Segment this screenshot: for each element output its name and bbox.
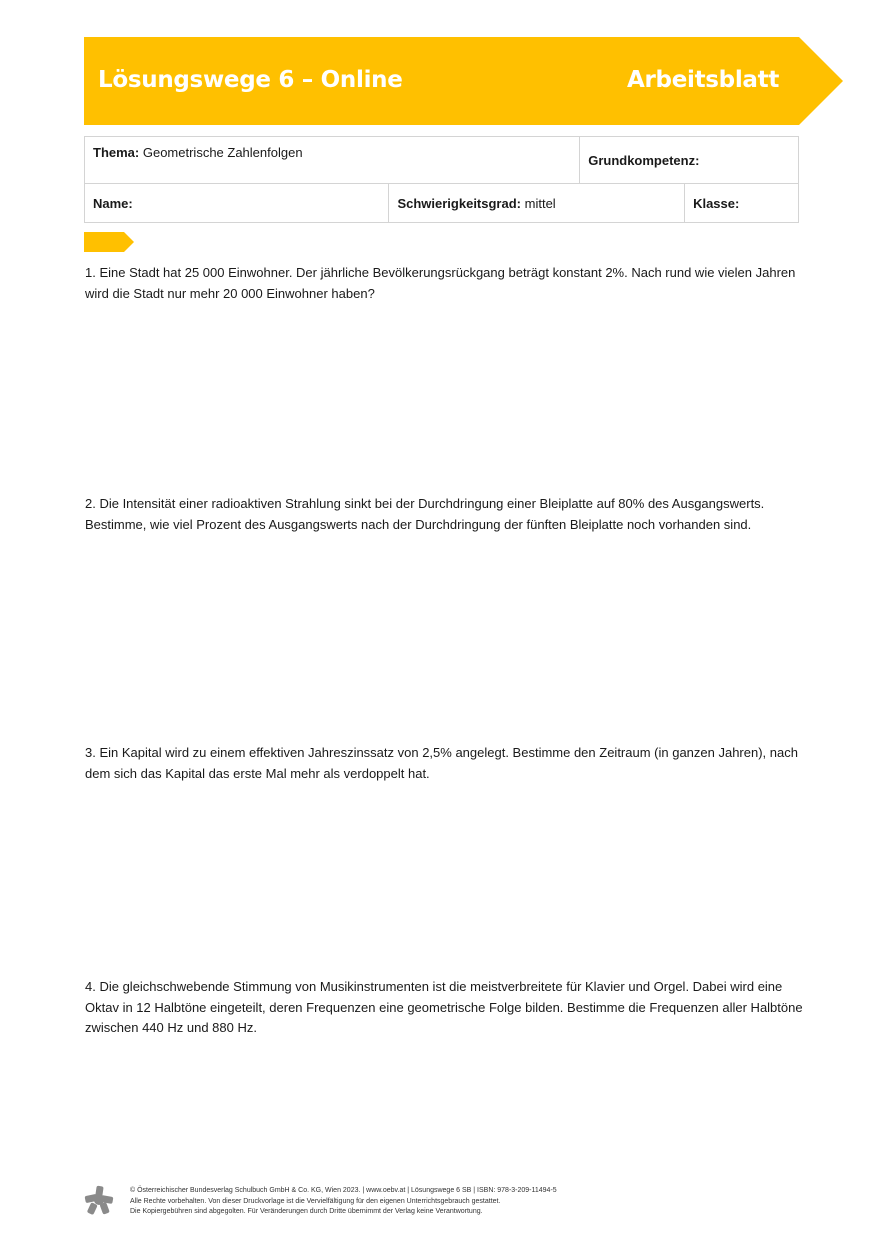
task-4 <box>85 977 805 1039</box>
task-2 <box>85 494 805 535</box>
task-3-line-1: 3. Ein Kapital wird zu einem effektiven Jahreszinssatz von 2,5% angelegt. Bestimme den Zeitraum (in ganzen Jahren), nach <box>85 745 798 760</box>
name-cell <box>85 184 389 223</box>
footer-copyright <box>130 1186 830 1218</box>
grundkompetenz-cell <box>580 137 799 184</box>
task-1-line-1: 1. Eine Stadt hat 25 000 Einwohner. Der jährliche Bevölkerungsrückgang beträgt konstant 2%. Nach rund wie vielen Jahren <box>85 265 796 280</box>
footer-line-2: Alle Rechte vorbehalten. Von dieser Druckvorlage ist die Vervielfältigung für den eigenen Unterrichtsgebrauch gestattet. <box>130 1197 501 1205</box>
task-2-line-2: Bestimme, wie viel Prozent des Ausgangswerts nach der Durchdringung der fünften Bleiplatte noch vorhanden sind. <box>85 516 752 532</box>
info-row-name <box>85 184 799 223</box>
schwierigkeit-cell <box>389 184 685 223</box>
schwierigkeit-label: Schwierigkeitsgrad: <box>397 195 521 211</box>
header-banner <box>84 37 844 125</box>
thema-value: Geometrische Zahlenfolgen <box>142 145 303 160</box>
task-3 <box>85 743 805 784</box>
name-label: Name: <box>93 195 133 211</box>
schwierigkeit-value: mittel <box>524 195 556 211</box>
task-2-line-1: 2. Die Intensität einer radioaktiven Strahlung sinkt bei der Durchdringung einer Bleiplatte auf 80% des Ausgangswerts. <box>85 496 765 511</box>
task-1 <box>85 263 805 304</box>
section-arrow-tag <box>84 232 136 257</box>
thema-cell <box>85 137 580 184</box>
info-row-thema <box>85 137 799 184</box>
oebv-logo-icon <box>84 1185 114 1220</box>
task-3-line-2: dem sich das Kapital das erste Mal mehr als verdoppelt hat. <box>85 765 430 781</box>
footer-line-1: © Österreichischer Bundesverlag Schulbuch GmbH & Co. KG, Wien 2023. | www.oebv.at | Lösungswege 6 SB | ISBN: 978-3-209-11494-5 <box>130 1187 557 1194</box>
klasse-label: Klasse: <box>693 195 740 211</box>
thema-label: Thema: <box>93 145 140 160</box>
grundkompetenz-label: Grundkompetenz: <box>588 152 700 168</box>
task-4-line-3: zwischen 440 Hz und 880 Hz. <box>85 1020 257 1035</box>
task-4-line-2: Oktav in 12 Halbtöne eingeteilt, deren Frequenzen eine geometrische Folge bilden. Bestimme die Frequenzen aller Halbtöne <box>85 999 803 1015</box>
task-1-line-2: wird die Stadt nur mehr 20 000 Einwohner haben? <box>85 285 375 301</box>
footer-line-3: Die Kopiergebühren sind abgegolten. Für Veränderungen durch Dritte übernimmt der Verlag keine Verantwortung. <box>130 1208 483 1215</box>
header-doc-type: Arbeitsblatt <box>627 67 780 93</box>
task-4-line-1: 4. Die gleichschwebende Stimmung von Musikinstrumenten ist die meistverbreitete für Klavier und Orgel. Dabei wird eine <box>85 979 783 994</box>
klasse-cell <box>685 184 799 223</box>
info-table <box>84 136 799 223</box>
header-title: Lösungswege 6 – Online <box>98 67 403 93</box>
